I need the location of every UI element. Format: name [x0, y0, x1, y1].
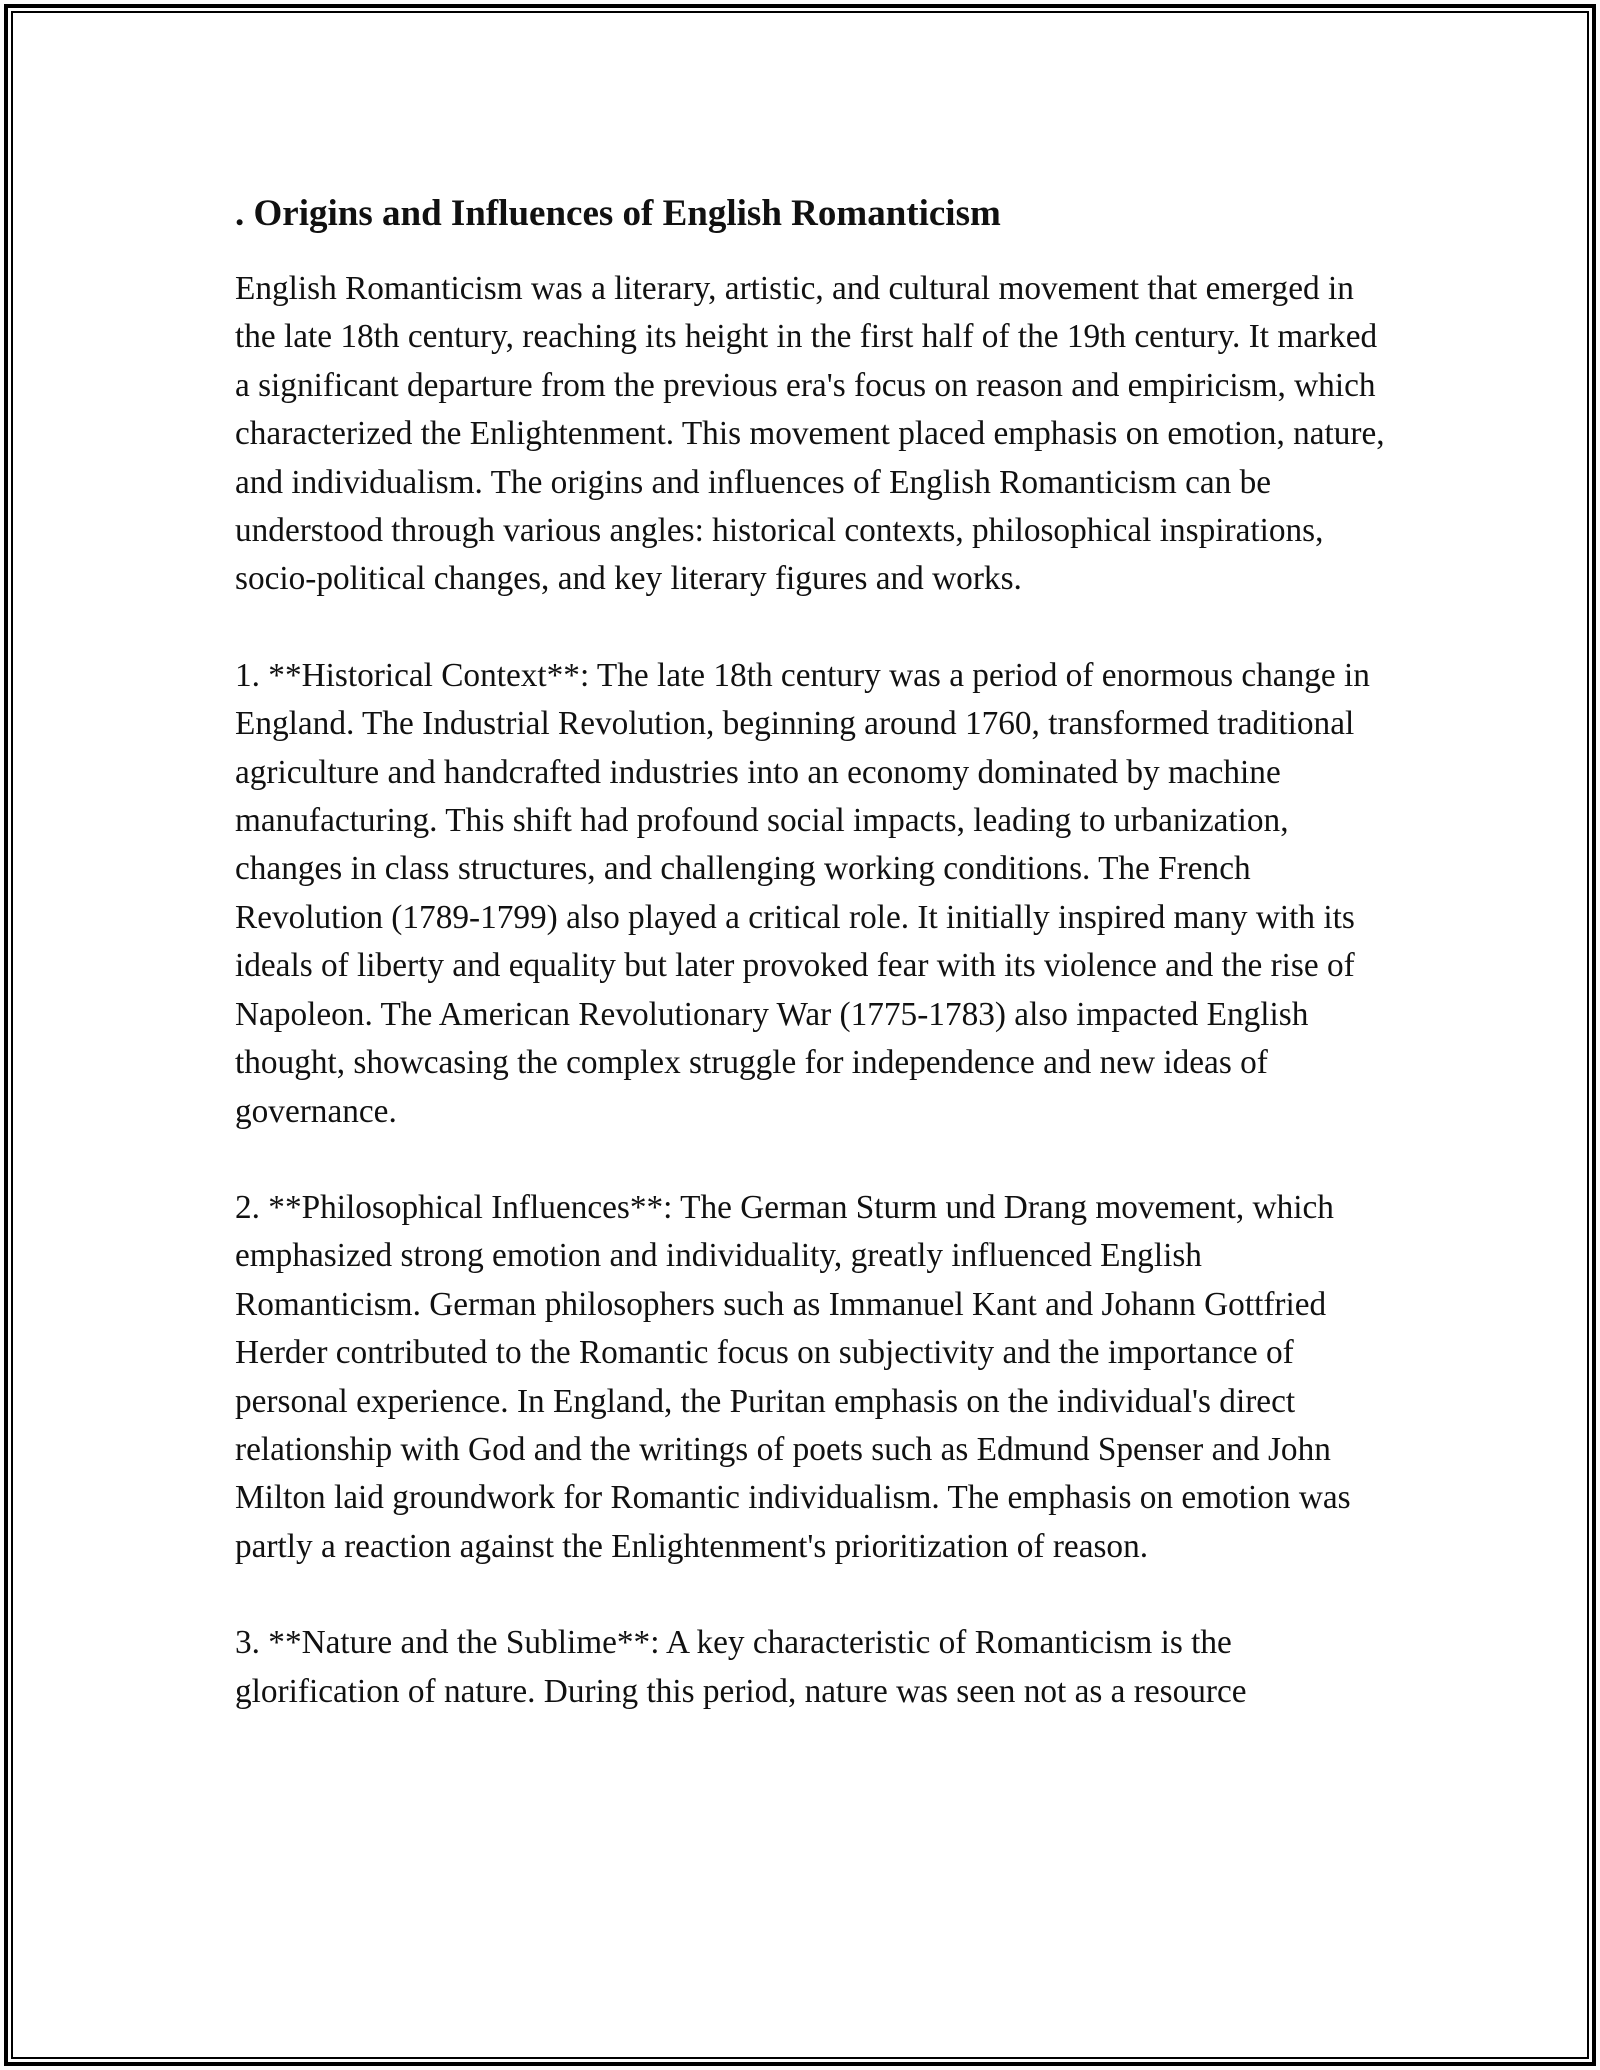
document-body	[235, 186, 1385, 1716]
paragraph-historical-context: 1. **Historical Context**: The late 18th century was a period of enormous change in England. The Industrial Revolution, beginning around 1760, transformed traditional agriculture and handcrafted industries into an economy dominated by machine manufacturing. This shift had profound social impacts, leading to urbanization, changes in class structures, and challenging working conditions. The French Revolution (1789-1799) also played a critical role. It initially inspired many with its ideals of liberty and equality but later provoked fear with its violence and the rise of Napoleon. The American Revolutionary War (1775-1783) also impacted English thought, showcasing the complex struggle for independence and new ideas of governance.	[235, 656, 1370, 1130]
document-title: . Origins and Influences of English Romanticism	[235, 193, 1001, 234]
paragraph-nature-sublime: 3. **Nature and the Sublime**: A key characteristic of Romanticism is the glorification of nature. During this period, nature was seen not as a resource	[235, 1624, 1247, 1710]
paragraph-intro: English Romanticism was a literary, artistic, and cultural movement that emerged in the late 18th century, reaching its height in the first half of the 19th century. It marked a significant departure from the previous era's focus on reason and empiricism, which characterized the Enlightenment. This movement placed emphasis on emotion, nature, and individualism. The origins and influences of English Romanticism can be understood through various angles: historical contexts, philosophical inspirations, socio-political changes, and key literary figures and works.	[235, 270, 1385, 598]
paragraph-philosophical-influences: 2. **Philosophical Influences**: The German Sturm und Drang movement, which emphasized strong emotion and individuality, greatly influenced English Romanticism. German philosophers such as Immanuel Kant and Johann Gottfried Herder contributed to the Romantic focus on subjectivity and the importance of personal experience. In England, the Puritan emphasis on the individual's direct relationship with God and the writings of poets such as Edmund Spenser and John Milton laid groundwork for Romantic individualism. The emphasis on emotion was partly a reaction against the Enlightenment's prioritization of reason.	[235, 1188, 1351, 1565]
